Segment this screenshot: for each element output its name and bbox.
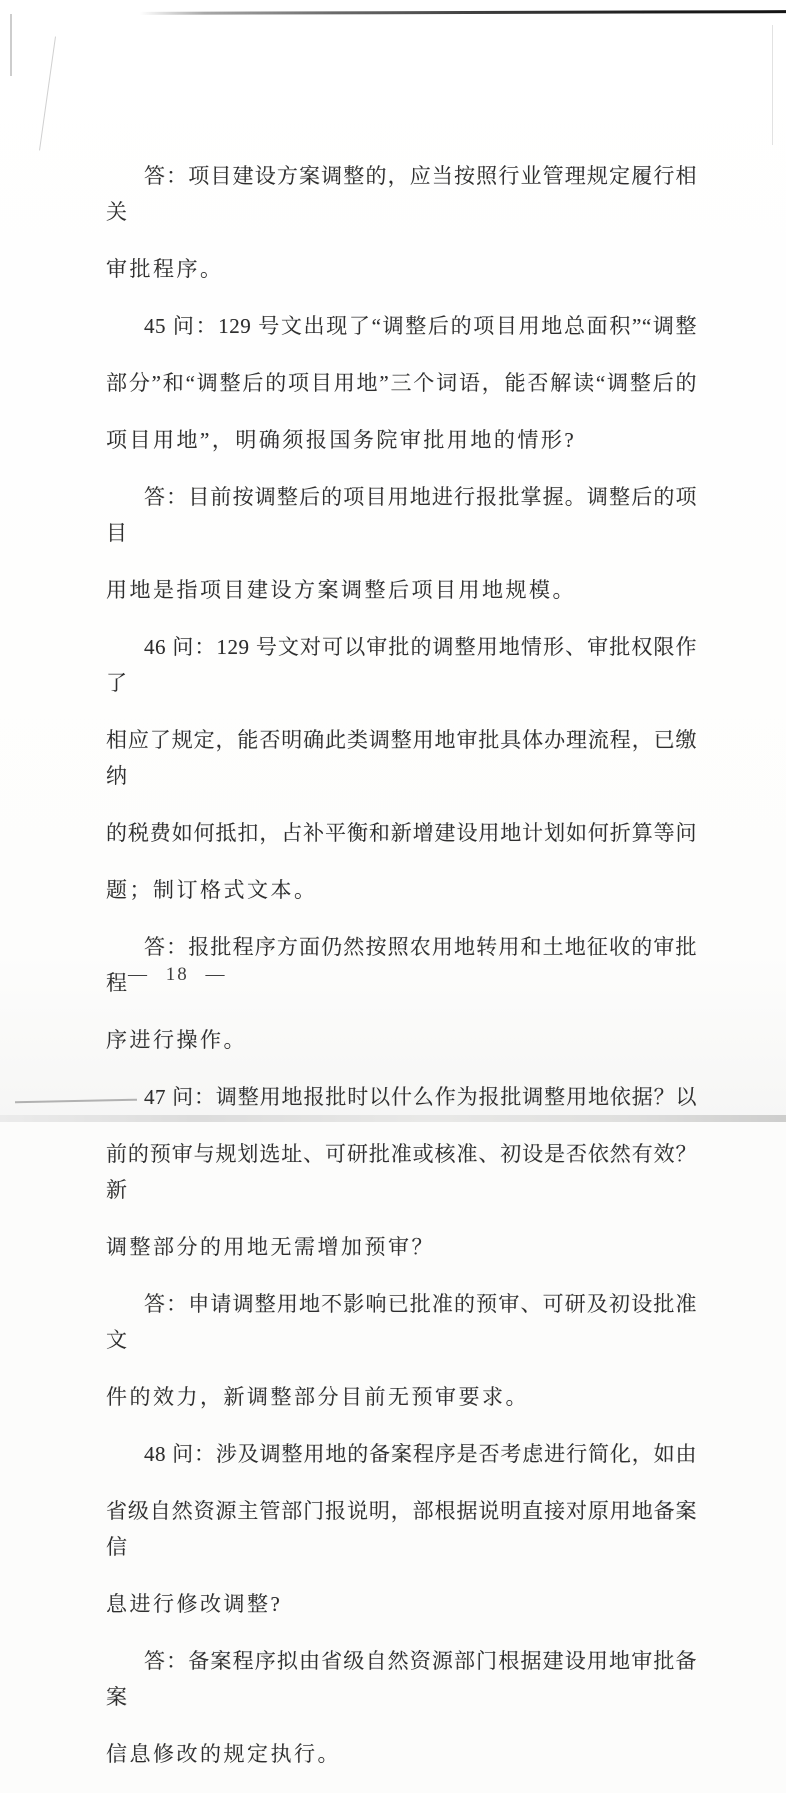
answer-45-line-2: 用地是指项目建设方案调整后项目用地规模。 <box>106 578 576 602</box>
question-45-line-1: 45 问：129 号文出现了“调整后的项目用地总面积”“调整 <box>144 314 697 338</box>
question-48-line-1: 48 问：涉及调整用地的备案程序是否考虑进行简化，如由 <box>144 1442 697 1466</box>
question-46-line-1: 46 问：129 号文对可以审批的调整用地情形、审批权限作了 <box>106 635 697 695</box>
question-45-line-2: 部分”和“调整后的项目用地”三个词语，能否解读“调整后的 <box>106 371 697 395</box>
question-47-line-2: 前的预审与规划选址、可研批准或核准、初设是否依然有效？新 <box>106 1142 697 1202</box>
answer-46-line-1: 答：报批程序方面仍然按照农用地转用和土地征收的审批程 <box>106 935 697 995</box>
question-45-line-3: 项目用地”，明确须报国务院审批用地的情形? <box>106 428 577 452</box>
scan-artifact-left-line <box>10 14 12 76</box>
answer-48-line-2: 信息修改的规定执行。 <box>106 1742 341 1766</box>
answer-44-line-2: 审批程序。 <box>106 257 224 281</box>
scan-artifact-right-line <box>772 25 773 145</box>
question-46-line-4: 题；制订格式文本。 <box>106 878 318 902</box>
scan-artifact-top-edge <box>140 10 786 15</box>
answer-46-line-2: 序进行操作。 <box>106 1028 247 1052</box>
answer-47-line-1: 答：申请调整用地不影响已批准的预审、可研及初设批准文 <box>106 1292 697 1352</box>
answer-45-line-1: 答：目前按调整后的项目用地进行报批掌握。调整后的项目 <box>106 485 697 545</box>
question-47-line-1: 47 问：调整用地报批时以什么作为报批调整用地依据？以 <box>144 1085 697 1109</box>
answer-47-line-2: 件的效力，新调整部分目前无预审要求。 <box>106 1385 529 1409</box>
question-46-line-3: 的税费如何抵扣，占补平衡和新增建设用地计划如何折算等问 <box>106 821 697 845</box>
question-48-line-2: 省级自然资源主管部门报说明，部根据说明直接对原用地备案信 <box>106 1499 697 1559</box>
scan-artifact-bottom-edge <box>0 1115 786 1122</box>
question-48-line-3: 息进行修改调整? <box>106 1592 283 1616</box>
page-number: — 18 — <box>128 964 227 985</box>
question-47-line-3: 调整部分的用地无需增加预审？ <box>106 1235 435 1259</box>
answer-48-line-1: 答：备案程序拟由省级自然资源部门根据建设用地审批备案 <box>106 1649 697 1709</box>
scan-artifact-diagonal-line <box>39 36 56 150</box>
answer-44-line-1: 答：项目建设方案调整的，应当按照行业管理规定履行相关 <box>106 164 697 224</box>
question-46-line-2: 相应了规定，能否明确此类调整用地审批具体办理流程，已缴纳 <box>106 728 697 788</box>
